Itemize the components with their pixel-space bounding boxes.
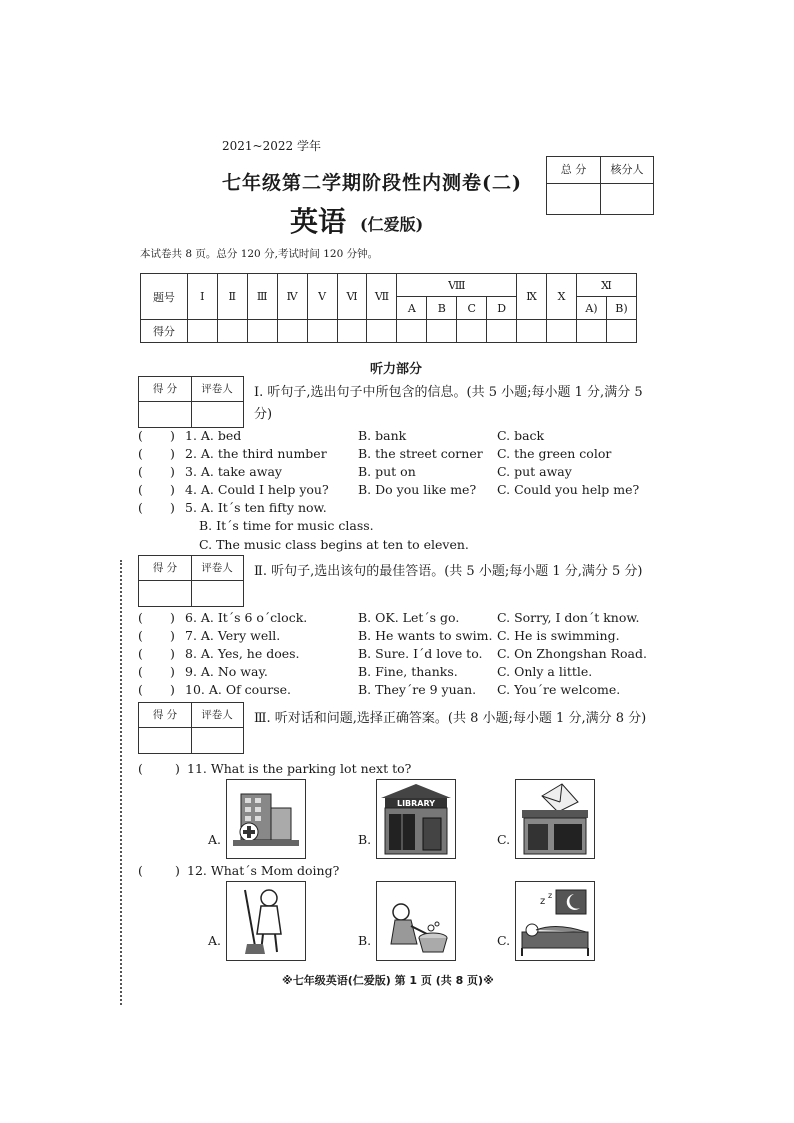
answer-paren[interactable]: ( xyxy=(138,646,143,661)
question-number-label: 题号 xyxy=(141,274,188,320)
answer-paren[interactable]: ( xyxy=(138,664,143,679)
svg-text:z: z xyxy=(540,896,546,907)
q5-a: 5. A. It´s ten fifty now. xyxy=(185,500,327,515)
q7-b: B. He wants to swim. xyxy=(358,628,493,643)
grader-box-1 xyxy=(138,376,244,428)
grader-reviewer-label: 评卷人 xyxy=(201,709,233,721)
score-cell[interactable] xyxy=(217,320,247,343)
total-input[interactable] xyxy=(547,184,601,214)
col-8-c: C xyxy=(457,297,487,320)
reviewer-input[interactable] xyxy=(601,184,653,214)
grader-reviewer-label: 评卷人 xyxy=(201,383,233,395)
q7-a: 7. A. Very well. xyxy=(185,628,281,643)
col-8-a: A xyxy=(397,297,427,320)
q8-b: B. Sure. I´d love to. xyxy=(358,646,483,661)
score-cell[interactable] xyxy=(277,320,307,343)
col-4: Ⅳ xyxy=(277,274,307,320)
col-11-a: A) xyxy=(576,297,606,320)
answer-paren[interactable]: ( xyxy=(138,428,143,443)
post-office-icon[interactable] xyxy=(515,779,595,859)
answer-paren[interactable]: ( xyxy=(138,482,143,497)
grader-box-3 xyxy=(138,702,244,754)
q9-b: B. Fine, thanks. xyxy=(358,664,458,679)
grader-score-label: 得 分 xyxy=(152,709,178,721)
q5-b: B. It´s time for music class. xyxy=(199,518,374,533)
answer-paren[interactable]: ( xyxy=(138,446,143,461)
q11-label-b: B. xyxy=(358,832,372,847)
q12-label-c: C. xyxy=(497,933,511,948)
q11-label-a: A. xyxy=(208,832,222,847)
school-year: 2021~2022 学年 xyxy=(222,139,321,153)
total-label: 总 分 xyxy=(547,157,601,184)
score-cell[interactable] xyxy=(247,320,277,343)
score-cell[interactable] xyxy=(427,320,457,343)
score-table xyxy=(140,273,637,343)
subject-title: 英语 xyxy=(290,205,347,238)
q6-b: B. OK. Let´s go. xyxy=(358,610,460,625)
part-1-title: Ⅰ. 听句子,选出句子中所包含的信息。(共 5 小题;每小题 1 分,满分 5 分) xyxy=(254,385,643,422)
q11-label-c: C. xyxy=(497,832,511,847)
library-sign: LIBRARY xyxy=(396,799,436,808)
q12-label-b: B. xyxy=(358,933,372,948)
answer-paren[interactable]: ( xyxy=(138,610,143,625)
answer-paren[interactable]: ( xyxy=(138,761,143,776)
q12-label-a: A. xyxy=(208,933,222,948)
hospital-icon[interactable] xyxy=(226,779,306,859)
q2-b: B. the street corner xyxy=(358,446,483,461)
listening-heading: 听力部分 xyxy=(370,362,423,377)
score-cell[interactable] xyxy=(367,320,397,343)
col-6: Ⅵ xyxy=(337,274,367,320)
col-9: Ⅸ xyxy=(517,274,547,320)
col-1: Ⅰ xyxy=(187,274,217,320)
grader-score-label: 得 分 xyxy=(152,562,178,574)
q12-question: 12. What´s Mom doing? xyxy=(187,863,340,878)
score-row-label: 得分 xyxy=(141,320,188,343)
score-cell[interactable] xyxy=(457,320,487,343)
score-cell[interactable] xyxy=(397,320,427,343)
answer-paren[interactable]: ( xyxy=(138,464,143,479)
score-cell[interactable] xyxy=(606,320,636,343)
sleeping-icon[interactable] xyxy=(515,881,595,961)
grader-box-2 xyxy=(138,555,244,607)
score-cell[interactable] xyxy=(547,320,577,343)
q2-a: 2. A. the third number xyxy=(185,446,327,461)
answer-paren[interactable]: ( xyxy=(138,628,143,643)
q4-b: B. Do you like me? xyxy=(358,482,477,497)
q3-a: 3. A. take away xyxy=(185,464,282,479)
page-footer: ※七年级英语(仁爱版) 第 1 页 (共 8 页)※ xyxy=(282,974,494,987)
total-score-box xyxy=(546,156,654,215)
answer-paren[interactable]: ( xyxy=(138,863,143,878)
exam-title: 七年级第二学期阶段性内测卷(二) xyxy=(222,172,522,194)
washing-icon[interactable] xyxy=(376,881,456,961)
q11-question: 11. What is the parking lot next to? xyxy=(187,761,412,776)
q6-c: C. Sorry, I don´t know. xyxy=(497,610,640,625)
q10-c: C. You´re welcome. xyxy=(497,682,621,697)
reviewer-label: 核分人 xyxy=(601,157,653,184)
col-8-d: D xyxy=(487,297,517,320)
col-8: Ⅷ xyxy=(397,274,517,297)
q5-c: C. The music class begins at ten to eleven. xyxy=(199,537,469,552)
score-cell[interactable] xyxy=(187,320,217,343)
score-cell[interactable] xyxy=(576,320,606,343)
q9-a: 9. A. No way. xyxy=(185,664,268,679)
answer-paren[interactable]: ( xyxy=(138,682,143,697)
col-10: Ⅹ xyxy=(547,274,577,320)
q10-b: B. They´re 9 yuan. xyxy=(358,682,477,697)
col-3: Ⅲ xyxy=(247,274,277,320)
q8-a: 8. A. Yes, he does. xyxy=(185,646,300,661)
svg-text:z: z xyxy=(548,891,553,900)
part-2-title: Ⅱ. 听句子,选出该句的最佳答语。(共 5 小题;每小题 1 分,满分 5 分) xyxy=(254,564,643,579)
grader-score-label: 得 分 xyxy=(152,383,178,395)
col-2: Ⅱ xyxy=(217,274,247,320)
q3-b: B. put on xyxy=(358,464,416,479)
score-cell[interactable] xyxy=(487,320,517,343)
part-3-title: Ⅲ. 听对话和问题,选择正确答案。(共 8 小题;每小题 1 分,满分 8 分) xyxy=(254,711,647,726)
q1-c: C. back xyxy=(497,428,545,443)
edition-label: (仁爱版) xyxy=(360,215,424,234)
score-cell[interactable] xyxy=(517,320,547,343)
binding-line xyxy=(120,560,122,1005)
col-7: Ⅶ xyxy=(367,274,397,320)
sweeping-icon[interactable] xyxy=(226,881,306,961)
q8-c: C. On Zhongshan Road. xyxy=(497,646,647,661)
q7-c: C. He is swimming. xyxy=(497,628,620,643)
score-cell[interactable] xyxy=(307,320,337,343)
q1-b: B. bank xyxy=(358,428,407,443)
score-cell[interactable] xyxy=(337,320,367,343)
grader-reviewer-label: 评卷人 xyxy=(201,562,233,574)
q3-c: C. put away xyxy=(497,464,572,479)
q4-a: 4. A. Could I help you? xyxy=(185,482,329,497)
q1-a: 1. A. bed xyxy=(185,428,242,443)
col-11-b: B) xyxy=(606,297,636,320)
q4-c: C. Could you help me? xyxy=(497,482,640,497)
col-11: Ⅺ xyxy=(576,274,636,297)
col-8-b: B xyxy=(427,297,457,320)
col-5: Ⅴ xyxy=(307,274,337,320)
q9-c: C. Only a little. xyxy=(497,664,593,679)
q6-a: 6. A. It´s 6 o´clock. xyxy=(185,610,308,625)
q10-a: 10. A. Of course. xyxy=(185,682,292,697)
library-icon[interactable] xyxy=(376,779,456,859)
q2-c: C. the green color xyxy=(497,446,612,461)
answer-paren[interactable]: ( xyxy=(138,500,143,515)
exam-note: 本试卷共 8 页。总分 120 分,考试时间 120 分钟。 xyxy=(140,248,379,260)
